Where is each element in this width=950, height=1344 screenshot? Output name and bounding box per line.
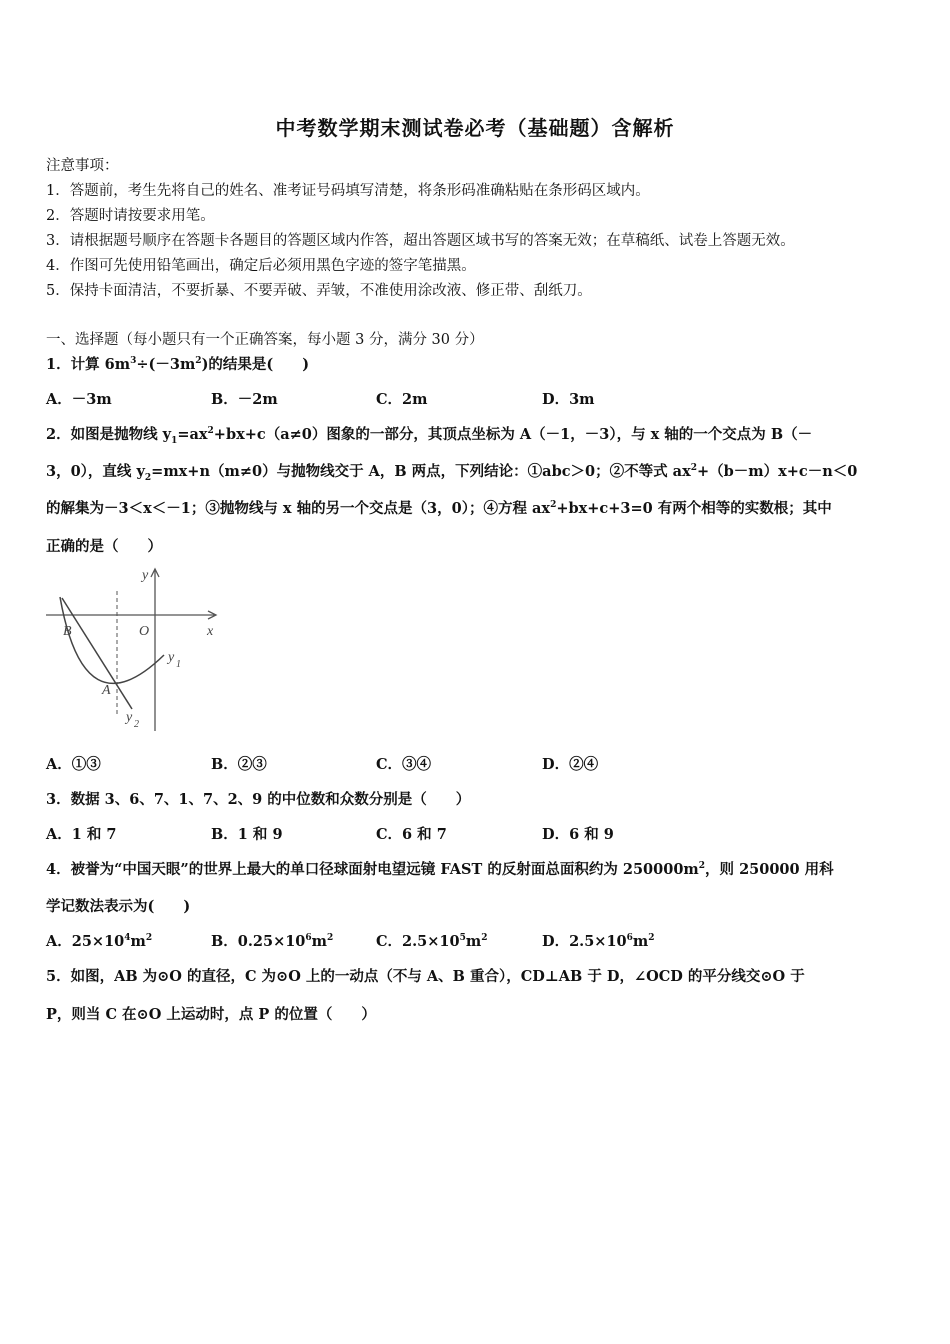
option-a[interactable]: A．①③ bbox=[46, 756, 101, 773]
option-a[interactable]: A．1 和 7 bbox=[46, 826, 117, 843]
note-item: 5．保持卡面清洁，不要折暴、不要弄破、弄皱，不准使用涂改液、修正带、刮纸刀。 bbox=[46, 283, 592, 299]
note-item: 3．请根据题号顺序在答题卡各题目的答题区域内作答，超出答题区域书写的答案无效；在草稿纸、试卷上答题无效。 bbox=[46, 233, 795, 249]
notes-heading: 注意事项： bbox=[46, 158, 119, 174]
y-axis-label: y bbox=[142, 568, 149, 583]
curve-y1-subscript: 1 bbox=[176, 659, 181, 670]
curve-y1-label: y bbox=[168, 650, 175, 665]
point-b-label: B bbox=[63, 624, 72, 639]
note-item: 4．作图可先使用铅笔画出，确定后必须用黑色字迹的签字笔描黑。 bbox=[46, 258, 476, 274]
option-c[interactable]: C．2m bbox=[376, 391, 428, 408]
option-c[interactable]: C．③④ bbox=[376, 756, 432, 773]
option-a[interactable]: A．$25\times 10^4m^2$ bbox=[46, 933, 153, 950]
option-d[interactable]: D．6 和 9 bbox=[542, 826, 614, 843]
figure-background bbox=[44, 563, 229, 733]
option-d[interactable]: D．②④ bbox=[542, 756, 599, 773]
question-3: 3．数据 3、6、7、1、7、2、9 的中位数和众数分别是（ ） bbox=[46, 791, 471, 808]
question-2-line3: 的解集为－3＜x＜－1；③抛物线与 x 轴的另一个交点是（3，0）；④方程 $ax^2+bx+c+3=0$ 有两个相等的实数根；其中 bbox=[46, 500, 832, 517]
option-b[interactable]: B．②③ bbox=[211, 756, 267, 773]
page-title: 中考数学期末测试卷必考（基础题）含解析 bbox=[275, 116, 675, 140]
question-2-line4: 正确的是（ ） bbox=[46, 538, 162, 555]
section-heading: 一、选择题（每小题只有一个正确答案，每小题 3 分，满分 30 分） bbox=[46, 332, 484, 348]
question-4-line1: 4．被誉为“中国天眼”的世界上最大的单口径球面射电望远镜 FAST 的反射面总面积约为 $250000m^2$，则 250000 用科 bbox=[46, 861, 834, 878]
note-item: 2．答题时请按要求用笔。 bbox=[46, 208, 215, 224]
note-item: 1．答题前，考生先将自己的姓名、准考证号码填写清楚，将条形码准确粘贴在条形码区域内。 bbox=[46, 183, 650, 199]
question-2-line1: 2．如图是抛物线 $y_1=ax^2+bx+c(a\ne 0)$图象的一部分，其顶点坐标为 A（－1，－3），与 x 轴的一个交点为 B（－ bbox=[46, 426, 813, 446]
question-5-line1: 5．如图，AB 为⊙O 的直径，C 为⊙O 上的一动点（不与 A、B 重合），CD⊥AB 于 D，∠OCD 的平分线交⊙O 于 bbox=[46, 968, 805, 985]
question-5-line2: P，则当 C 在⊙O 上运动时，点 P 的位置（ ） bbox=[46, 1006, 376, 1023]
point-a-label: A bbox=[102, 683, 111, 698]
option-b[interactable]: B．1 和 9 bbox=[211, 826, 283, 843]
option-d[interactable]: D．$2.5\times 10^6m^2$ bbox=[542, 933, 655, 950]
option-a[interactable]: A．－3m bbox=[46, 391, 112, 408]
question-2-line2: 3，0），直线 $y_2=mx+n(m\ne 0)$与抛物线交于 A，B 两点，下列结论：①abc＞0；②不等式 $ax^2+(b-m)x+c-n<0$ bbox=[46, 463, 858, 483]
line-y2-subscript: 2 bbox=[134, 719, 139, 730]
line-y2-label: y bbox=[126, 710, 133, 725]
question-1: 1．计算 $6m^3\div(-3m^2)$的结果是( ) bbox=[46, 356, 310, 373]
option-b[interactable]: B．$0.25\times 10^6m^2$ bbox=[211, 933, 334, 950]
parabola-figure bbox=[44, 563, 229, 733]
option-d[interactable]: D．3m bbox=[542, 391, 595, 408]
origin-label: O bbox=[139, 624, 150, 639]
option-c[interactable]: C．6 和 7 bbox=[376, 826, 447, 843]
x-axis-label: x bbox=[207, 624, 214, 639]
question-4-line2: 学记数法表示为( ) bbox=[46, 898, 191, 915]
option-b[interactable]: B．－2m bbox=[211, 391, 278, 408]
option-c[interactable]: C．$2.5\times 10^5m^2$ bbox=[376, 933, 488, 950]
